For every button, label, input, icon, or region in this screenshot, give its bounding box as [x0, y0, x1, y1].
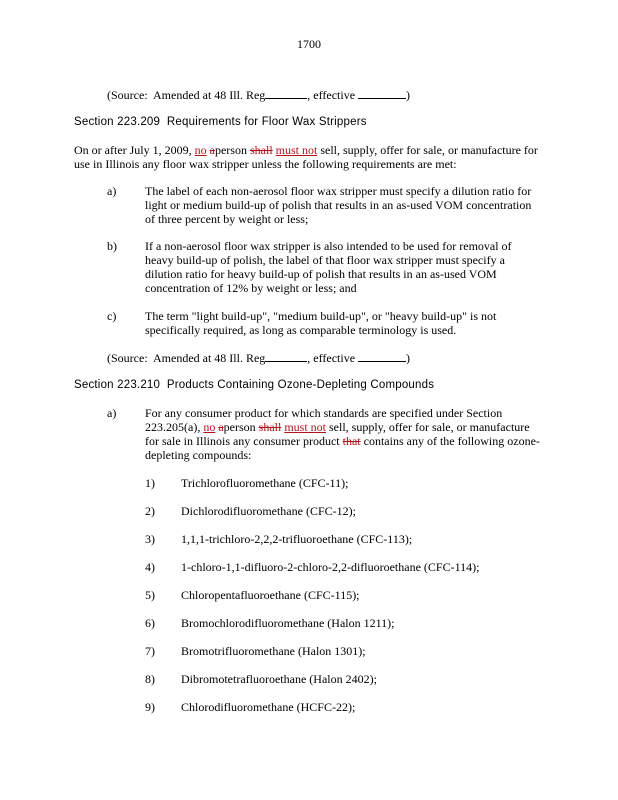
- compound-name: Trichlorofluoromethane (CFC-11);: [181, 476, 349, 490]
- source-mid: , effective: [307, 351, 359, 365]
- item-text-line: [145, 420, 530, 434]
- item-text: sell, supply, offer for sale, or manufacture: [326, 420, 530, 434]
- compound-name: Chlorodifluoromethane (HCFC-22);: [181, 700, 356, 714]
- source-prefix: (Source: Amended at 48 Ill. Reg: [107, 351, 266, 365]
- item-text: contains any of the following ozone-: [360, 434, 540, 448]
- section-209-intro-line2: use in Illinois any floor wax stripper unless the following requirements are met:: [74, 157, 457, 171]
- item-text-line: depleting compounds:: [145, 448, 252, 462]
- deleted-text: shall: [249, 143, 273, 157]
- deleted-text: a: [218, 420, 224, 434]
- item-text-line: concentration of 12% by weight or less; and: [145, 281, 357, 295]
- item-text-line: heavy build-up of polish, the label of that floor wax stripper must specify a: [145, 253, 505, 267]
- source-suffix: ): [406, 351, 411, 365]
- item-label: b): [107, 239, 117, 253]
- compound-number: 3): [145, 532, 155, 546]
- deleted-text: shall: [258, 420, 282, 434]
- compound-name: Bromotrifluoromethane (Halon 1301);: [181, 644, 366, 658]
- reg-blank: [265, 351, 307, 362]
- item-label: a): [107, 184, 117, 198]
- compound-name: Dibromotetrafluoroethane (Halon 2402);: [181, 672, 377, 686]
- inserted-text: must not: [275, 143, 318, 157]
- inserted-text: must not: [284, 420, 326, 434]
- source-note: [107, 351, 410, 365]
- item-text-line: specifically required, as long as comparable terminology is used.: [145, 323, 457, 337]
- item-text: for sale in Illinois any consumer product: [145, 434, 343, 448]
- compound-number: 9): [145, 700, 155, 714]
- intro-text: On or after July 1, 2009,: [74, 143, 195, 157]
- compound-name: 1-chloro-1,1-difluoro-2-chloro-2,2-difluoroethane (CFC-114);: [181, 560, 480, 574]
- compound-name: Chloropentafluoroethane (CFC-115);: [181, 588, 360, 602]
- item-text-line: For any consumer product for which standards are specified under Section: [145, 406, 503, 420]
- item-text-line: dilution ratio for heavy build-up of polish that results in an as-used VOM: [145, 267, 497, 281]
- item-text: person: [223, 420, 259, 434]
- item-text: 223.205(a),: [145, 420, 204, 434]
- compound-name: Dichlorodifluoromethane (CFC-12);: [181, 504, 356, 518]
- compound-number: 1): [145, 476, 155, 490]
- item-text-line: [145, 434, 540, 448]
- effective-blank: [358, 351, 406, 362]
- item-text-line: The term "light build-up", "medium build-up", or "heavy build-up" is not: [145, 309, 497, 323]
- item-text-line: of three percent by weight or less;: [145, 212, 309, 226]
- compound-number: 4): [145, 560, 155, 574]
- section-209-intro-line1: [74, 143, 538, 157]
- section-heading-210: Section 223.210 Products Containing Ozone-Depleting Compounds: [74, 379, 435, 391]
- compound-number: 8): [145, 672, 155, 686]
- intro-text: person: [214, 143, 250, 157]
- source-suffix: ): [406, 88, 411, 102]
- compound-name: 1,1,1-trichloro-2,2,2-trifluoroethane (CFC-113);: [181, 532, 413, 546]
- reg-blank: [265, 88, 307, 99]
- source-mid: , effective: [307, 88, 359, 102]
- source-prefix: (Source: Amended at 48 Ill. Reg: [107, 88, 266, 102]
- compound-name: Bromochlorodifluoromethane (Halon 1211);: [181, 616, 395, 630]
- effective-blank: [358, 88, 406, 99]
- item-label: c): [107, 309, 117, 323]
- compound-number: 2): [145, 504, 155, 518]
- item-label: a): [107, 406, 117, 420]
- inserted-text: no: [194, 143, 207, 157]
- item-text-line: If a non-aerosol floor wax stripper is also intended to be used for removal of: [145, 239, 512, 253]
- intro-text: sell, supply, offer for sale, or manufacture for: [317, 143, 538, 157]
- page-number: 1700: [297, 37, 321, 51]
- item-text-line: light or medium build-up of polish that results in an as-used VOM concentration: [145, 198, 532, 212]
- deleted-text: a: [209, 143, 215, 157]
- compound-number: 6): [145, 616, 155, 630]
- inserted-text: no: [203, 420, 216, 434]
- compound-number: 5): [145, 588, 155, 602]
- compound-number: 7): [145, 644, 155, 658]
- item-text-line: The label of each non-aerosol floor wax stripper must specify a dilution ratio for: [145, 184, 532, 198]
- section-heading-209: Section 223.209 Requirements for Floor Wax Strippers: [74, 116, 367, 128]
- source-note: [107, 88, 410, 102]
- deleted-text: that: [342, 434, 361, 448]
